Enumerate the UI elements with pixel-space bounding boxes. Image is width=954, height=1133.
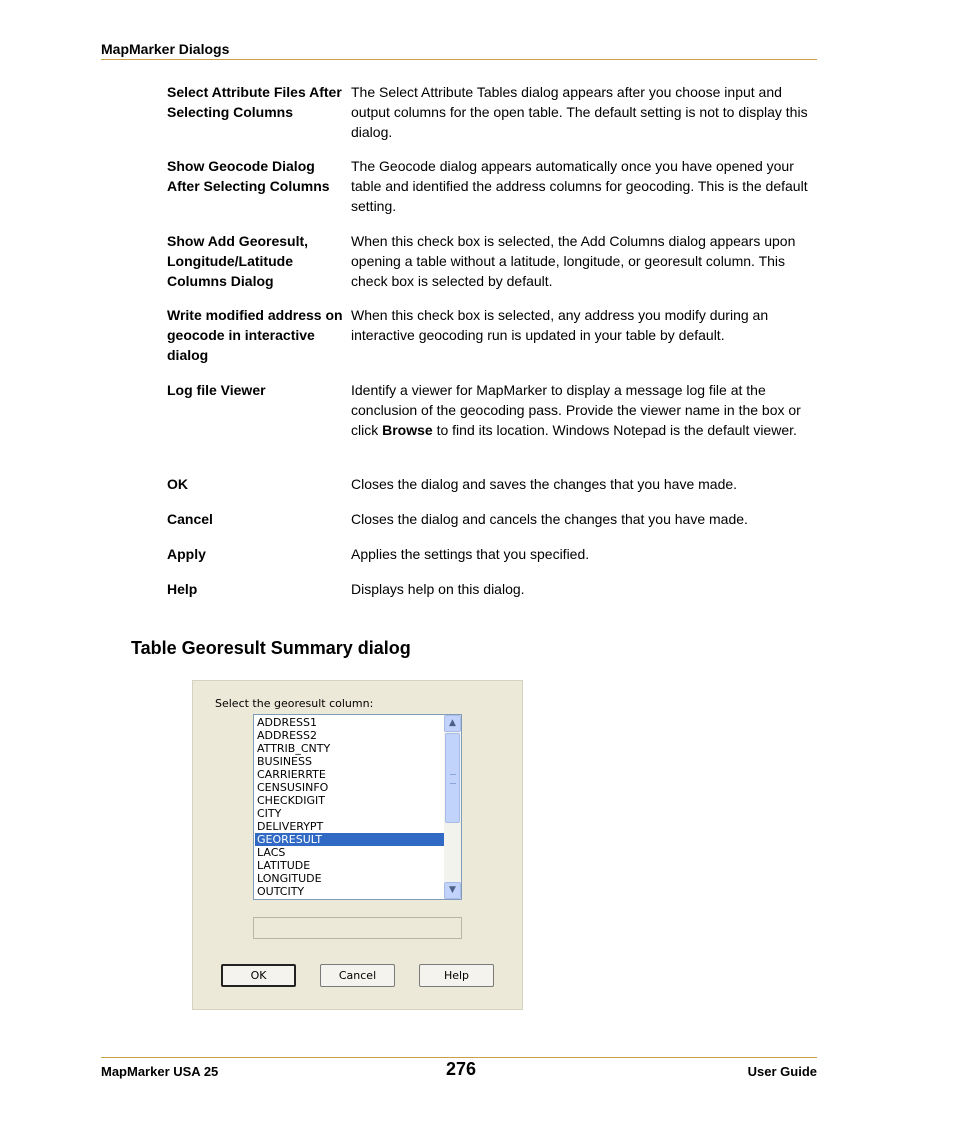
list-item[interactable]: ADDRESS2 — [257, 729, 318, 742]
definition-term: Cancel — [167, 511, 213, 527]
desc-text: Identify a viewer for MapMarker to display a message log file at the conclusion of the geocoding pass. Provide the viewer name in the box or click — [351, 382, 801, 438]
footer-product: MapMarker USA 25 — [101, 1064, 219, 1079]
definition-desc: Closes the dialog and saves the changes that you have made. — [351, 476, 738, 492]
list-item[interactable]: BUSINESS — [257, 755, 312, 768]
list-item[interactable]: ATTRIB_CNTY — [257, 742, 331, 755]
definition-term: Select Attribute Files After Selecting Columns — [167, 84, 342, 120]
footer-doc-title: User Guide — [747, 1064, 817, 1079]
running-header: MapMarker Dialogs — [101, 41, 230, 57]
georesult-summary-dialog — [192, 680, 523, 1010]
section-heading: Table Georesult Summary dialog — [131, 638, 411, 658]
list-item[interactable]: GEORESULT — [255, 833, 444, 846]
list-item[interactable]: CARRIERRTE — [257, 768, 326, 781]
list-item[interactable]: ADDRESS1 — [257, 716, 318, 729]
georesult-summary-field — [253, 917, 462, 939]
definition-term: Write modified address on geocode in interactive dialog — [167, 307, 343, 363]
definition-desc: When this check box is selected, the Add Columns dialog appears upon opening a table without a latitude, longitude, or georesult column. This check box is selected by default. — [351, 233, 796, 289]
footer-rule — [101, 1057, 817, 1058]
grip-icon — [450, 774, 456, 784]
definition-desc — [351, 380, 817, 440]
list-item[interactable]: LONGITUDE — [257, 872, 322, 885]
definition-term: Apply — [167, 546, 206, 562]
browse-term: Browse — [382, 422, 433, 438]
definition-term: Log file Viewer — [167, 382, 266, 398]
definition-desc: The Select Attribute Tables dialog appears after you choose input and output columns for the open table. The default setting is not to display this dialog. — [351, 84, 808, 140]
definition-term: Show Geocode Dialog After Selecting Columns — [167, 158, 330, 194]
scroll-thumb[interactable] — [445, 733, 460, 823]
list-item[interactable]: LACS — [257, 846, 286, 859]
listbox-scrollbar[interactable] — [444, 715, 461, 899]
scroll-down-icon[interactable]: ▼ — [444, 882, 461, 899]
cancel-button[interactable]: Cancel — [320, 964, 395, 987]
definition-term: Help — [167, 581, 198, 597]
header-rule — [101, 59, 817, 60]
definition-desc: Closes the dialog and cancels the changes that you have made. — [351, 511, 748, 527]
definition-desc: When this check box is selected, any address you modify during an interactive geocoding run is updated in your table by default. — [351, 307, 769, 343]
scroll-up-icon[interactable]: ▲ — [444, 715, 461, 732]
list-item[interactable]: DELIVERYPT — [257, 820, 324, 833]
page-number: 276 — [446, 1059, 477, 1079]
definition-desc: Displays help on this dialog. — [351, 581, 525, 597]
georesult-column-listbox[interactable] — [253, 714, 462, 900]
ok-button[interactable]: OK — [221, 964, 296, 987]
definition-desc: The Geocode dialog appears automatically once you have opened your table and identified the address columns for geocoding. This is the default setting. — [351, 158, 808, 214]
column-select-label: Select the georesult column: — [215, 697, 374, 710]
desc-text: to find its location. Windows Notepad is the default viewer. — [432, 422, 797, 438]
definition-term: Show Add Georesult, Longitude/Latitude Columns Dialog — [167, 233, 309, 289]
definition-term: OK — [167, 476, 188, 492]
list-item[interactable]: CHECKDIGIT — [257, 794, 325, 807]
definition-desc: Applies the settings that you specified. — [351, 546, 590, 562]
list-item[interactable]: CENSUSINFO — [257, 781, 329, 794]
list-item[interactable]: OUTCITY — [257, 885, 305, 898]
list-item[interactable]: CITY — [257, 807, 282, 820]
list-item[interactable]: LATITUDE — [257, 859, 311, 872]
help-button[interactable]: Help — [419, 964, 494, 987]
